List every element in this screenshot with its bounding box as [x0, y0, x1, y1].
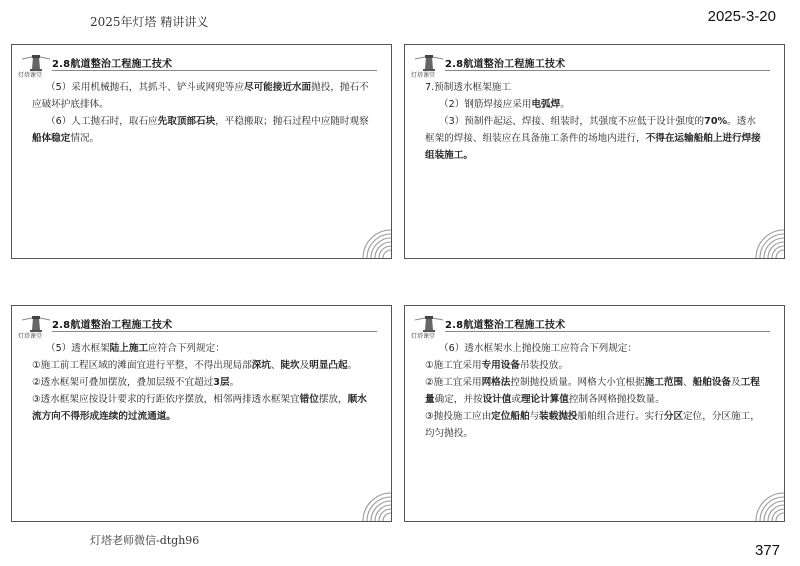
body-text: 、: [270, 360, 281, 371]
corner-swirl-decoration: [357, 224, 391, 258]
slide-paragraph: [425, 113, 762, 164]
body-text: 及: [299, 360, 310, 371]
slide-paragraph: [32, 79, 369, 113]
emphasis-text: 船体稳定: [32, 133, 71, 144]
slide-paragraph: [425, 79, 762, 96]
page-number: 377: [754, 542, 780, 559]
body-text: 船舶组合进行。实行: [577, 411, 664, 422]
body-text: 。: [347, 360, 358, 371]
title-divider: [52, 331, 377, 332]
emphasis-text: 网格法: [481, 377, 511, 388]
body-text: （5）采用机械抛石，其抓斗、铲斗或网兜等应: [46, 82, 244, 93]
emphasis-text: 工程量: [425, 377, 760, 405]
body-text: 摆放，: [318, 394, 348, 405]
slide-paragraph: [32, 391, 369, 425]
slide-3: [11, 305, 392, 522]
slide-4: [404, 305, 785, 522]
slide-title: 2.8航道整治工程施工技术: [445, 320, 566, 331]
slide-title: 2.8航道整治工程施工技术: [52, 320, 173, 331]
slide-paragraph: [425, 340, 762, 357]
body-text: 7.预制透水框架施工: [425, 82, 511, 93]
body-text: （2）钢筋焊接应采用: [439, 99, 532, 110]
emphasis-text: 分区: [663, 411, 684, 422]
emphasis-text: 理论计算值: [520, 394, 569, 405]
body-text: 或: [511, 394, 521, 405]
emphasis-text: 陆上施工: [109, 343, 149, 354]
slide-1: [11, 44, 392, 259]
body-text: （6）透水框架水上抛投施工应符合下列规定：: [439, 343, 637, 354]
slide-paragraph: [32, 340, 369, 357]
body-text: 控制抛投质量。网格大小宜根据: [510, 377, 645, 388]
logo-text: 灯塔课堂: [18, 72, 43, 79]
title-divider: [52, 70, 377, 71]
footer-contact: 灯塔老师微信-dtgh96: [90, 534, 200, 547]
slide-paragraph: [425, 96, 762, 113]
slide-paragraph: [425, 357, 762, 374]
emphasis-text: 顺水流方向不得形成连续的过流通道。: [32, 394, 367, 422]
body-text: 定位，分区施工，均匀抛投。: [425, 411, 760, 439]
title-divider: [445, 70, 770, 71]
slide-2: [404, 44, 785, 259]
body-text: ②施工宜采用: [425, 377, 482, 388]
body-text: 情况。: [70, 133, 100, 144]
body-text: ①施工宜采用: [425, 360, 482, 371]
corner-swirl-decoration: [750, 487, 784, 521]
body-text: 抛投，抛石不应破坏护底排体。: [32, 82, 369, 110]
body-text: ，平稳搬取；抛石过程中应随时观察: [215, 116, 369, 127]
slide-paragraph: [32, 357, 369, 374]
emphasis-text: 不得在运输船舶上进行焊接组装施工。: [425, 133, 761, 161]
title-divider: [445, 331, 770, 332]
body-text: （5）透水框架: [46, 343, 110, 354]
emphasis-text: 船舶设备: [692, 377, 732, 388]
slide-title: 2.8航道整治工程施工技术: [52, 59, 173, 70]
emphasis-text: 错位: [299, 394, 319, 405]
body-text: 、: [683, 377, 693, 388]
logo-text: 灯塔课堂: [411, 333, 436, 340]
body-text: 及: [731, 377, 741, 388]
header-title: 2025年灯塔 精讲讲义: [90, 15, 209, 29]
emphasis-text: 电弧焊: [531, 99, 561, 110]
emphasis-text: 定位船舶: [491, 411, 530, 422]
slide-paragraph: [425, 374, 762, 408]
body-text: 确定，并按: [434, 394, 483, 405]
emphasis-text: 施工范围: [644, 377, 684, 388]
body-text: （3）预制件起运、焊接、组装时，其强度不应低于设计强度的: [439, 116, 705, 127]
emphasis-text: 装载抛投: [539, 411, 578, 422]
emphasis-text: 3层: [213, 377, 230, 388]
body-text: 。: [229, 377, 240, 388]
emphasis-text: 尽可能接近水面: [243, 82, 312, 93]
slide-body: [32, 79, 369, 147]
body-text: ③透水框架应按设计要求的行距依序摆放，相邻两排透水框架宜: [32, 394, 300, 405]
body-text: 应符合下列规定：: [148, 343, 225, 354]
body-text: ①施工前工程区域的滩面宜进行平整，不得出现局部: [32, 360, 252, 371]
slide-body: [425, 340, 762, 442]
body-text: ②透水框架可叠加摆放，叠加层级不宜超过: [32, 377, 214, 388]
header-date: 2025-3-20: [707, 8, 776, 25]
body-text: 。: [560, 99, 570, 110]
body-text: 吊装投放。: [519, 360, 568, 371]
corner-swirl-decoration: [357, 487, 391, 521]
slide-body: [32, 340, 369, 425]
slide-title: 2.8航道整治工程施工技术: [445, 59, 566, 70]
slide-paragraph: [32, 113, 369, 147]
body-text: ③抛投施工应由: [425, 411, 492, 422]
emphasis-text: 深坑: [251, 360, 271, 371]
emphasis-text: 明显凸起: [309, 360, 348, 371]
corner-swirl-decoration: [750, 224, 784, 258]
slide-paragraph: [425, 408, 762, 442]
slide-paragraph: [32, 374, 369, 391]
slide-body: [425, 79, 762, 164]
logo-text: 灯塔课堂: [18, 333, 43, 340]
logo-text: 灯塔课堂: [411, 72, 436, 79]
body-text: 控制各网格抛投数量。: [568, 394, 665, 405]
body-text: 。透水框架的焊接、组装应在具备施工条件的场地内进行，: [425, 116, 756, 144]
emphasis-text: 先取顶部石块: [157, 116, 216, 127]
emphasis-text: 专用设备: [481, 360, 520, 371]
emphasis-text: 70%: [704, 116, 728, 127]
body-text: 与: [529, 411, 540, 422]
body-text: （6）人工抛石时，取石应: [46, 116, 158, 127]
emphasis-text: 陡坎: [280, 360, 300, 371]
emphasis-text: 设计值: [482, 394, 512, 405]
